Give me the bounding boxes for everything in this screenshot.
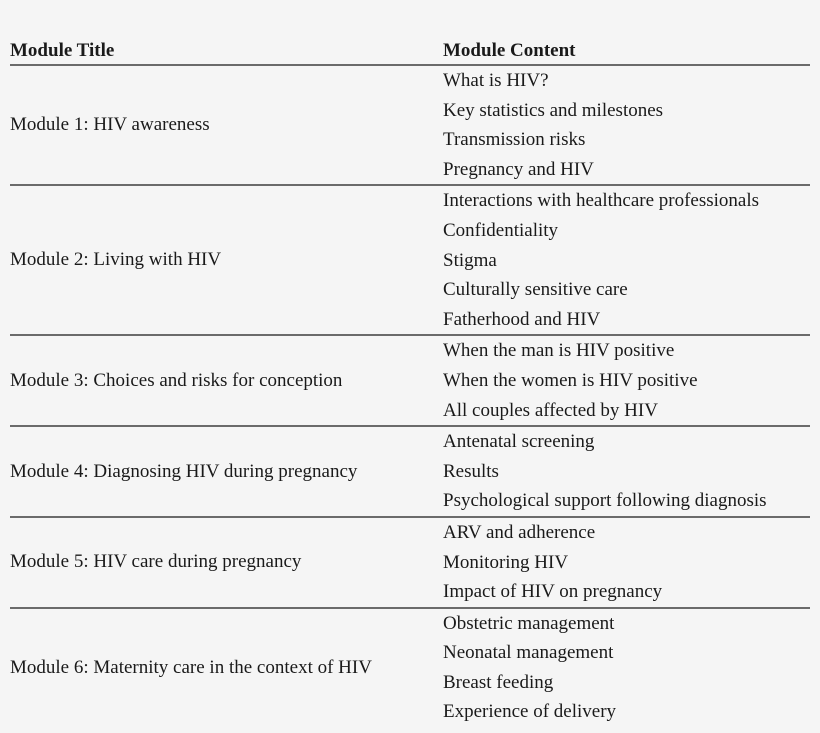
content-item: What is HIV? bbox=[443, 70, 549, 91]
module-title: Module 4: Diagnosing HIV during pregnancy bbox=[10, 460, 358, 482]
content-item: Interactions with healthcare professionals bbox=[443, 190, 760, 212]
module-title: Module 5: HIV care during pregnancy bbox=[10, 551, 302, 573]
content-item: Stigma bbox=[443, 249, 497, 271]
module-title: Module 1: HIV awareness bbox=[10, 114, 210, 136]
content-item: Results bbox=[443, 460, 499, 482]
table-row-module-4 bbox=[10, 427, 810, 518]
content-item: When the women is HIV positive bbox=[443, 369, 698, 391]
content-item: Experience of delivery bbox=[443, 701, 617, 723]
content-item: When the man is HIV positive bbox=[443, 340, 675, 362]
content-item: Breast feeding bbox=[443, 671, 554, 693]
content-item: Impact of HIV on pregnancy bbox=[443, 581, 663, 603]
content-item: ARV and adherence bbox=[443, 521, 596, 543]
content-item: Culturally sensitive care bbox=[443, 279, 628, 301]
content-item: Psychological support following diagnosis bbox=[443, 490, 767, 512]
table-row-module-1 bbox=[10, 66, 810, 186]
content-item: Key statistics and milestones bbox=[443, 99, 664, 121]
header-module-content: Module Content bbox=[443, 40, 576, 61]
table-row-module-3 bbox=[10, 336, 810, 427]
modules-table bbox=[10, 37, 810, 727]
content-item: Confidentiality bbox=[443, 219, 559, 241]
module-title: Module 3: Choices and risks for conception bbox=[10, 369, 343, 391]
module-content bbox=[443, 518, 810, 607]
table-row-module-2 bbox=[10, 186, 810, 336]
module-title: Module 6: Maternity care in the context of HIV bbox=[10, 656, 372, 678]
table-row-module-6 bbox=[10, 609, 810, 727]
module-content bbox=[443, 609, 810, 727]
module-title: Module 2: Living with HIV bbox=[10, 249, 222, 271]
module-content bbox=[443, 427, 810, 516]
table-row-module-5 bbox=[10, 518, 810, 609]
module-content bbox=[443, 336, 810, 425]
content-item: Neonatal management bbox=[443, 642, 614, 664]
table-header bbox=[10, 37, 810, 66]
module-content bbox=[443, 186, 810, 334]
content-item: All couples affected by HIV bbox=[443, 399, 658, 421]
header-module-title: Module Title bbox=[10, 40, 115, 61]
content-item: Antenatal screening bbox=[443, 431, 595, 453]
content-item: Fatherhood and HIV bbox=[443, 308, 601, 330]
content-item: Pregnancy and HIV bbox=[443, 158, 594, 180]
content-item: Transmission risks bbox=[443, 129, 586, 151]
content-item: Monitoring HIV bbox=[443, 551, 569, 573]
module-content bbox=[443, 66, 810, 184]
content-item: Obstetric management bbox=[443, 612, 615, 634]
